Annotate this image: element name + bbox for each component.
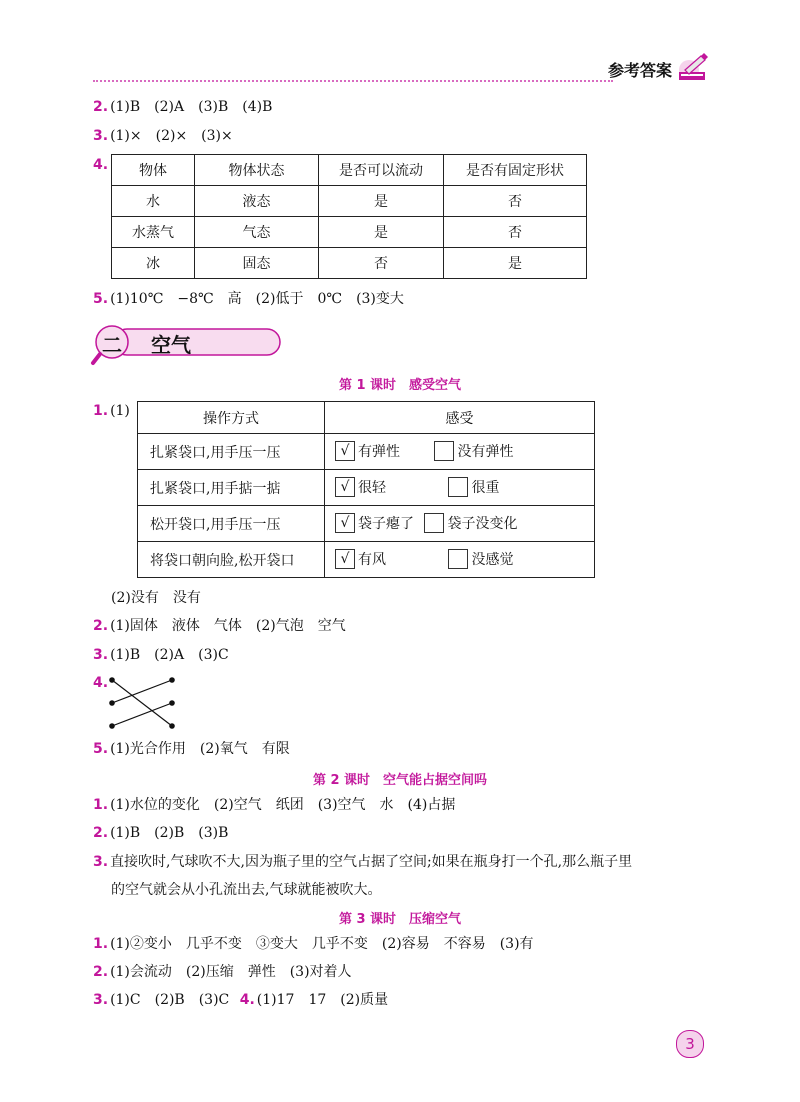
- question-number: 2.: [93, 964, 109, 980]
- lesson1-answer-1: [93, 401, 130, 421]
- matching-lines-diagram: [104, 672, 184, 734]
- answer-text: (1)10℃ −8℃ 高 (2)低于 0℃ (3)变大: [110, 291, 404, 307]
- question-number: 1.: [93, 797, 109, 813]
- answer-text: (1)B (2)B (3)B: [110, 825, 229, 841]
- sub-label: (1): [110, 403, 130, 419]
- option-label: 没有弹性: [457, 444, 514, 460]
- table-header: 物体状态: [195, 155, 319, 186]
- table-cell: 否: [444, 186, 587, 217]
- table-row: [138, 470, 595, 506]
- question-number: 3.: [93, 128, 109, 144]
- air-feel-table: [137, 401, 595, 578]
- table-cell: [325, 434, 595, 470]
- option-label: 很重: [471, 480, 500, 496]
- question-number: 3.: [93, 647, 109, 663]
- question-number: 1.: [93, 936, 109, 952]
- lesson1-answer-3: [93, 645, 229, 665]
- checkbox-empty: [448, 477, 468, 497]
- table-cell: [325, 506, 595, 542]
- answer-text: (1)水位的变化 (2)空气 纸团 (3)空气 水 (4)占据: [110, 797, 456, 813]
- table-row: [112, 186, 587, 217]
- checkbox-checked: √: [335, 549, 355, 569]
- answer-text: (1)× (2)× (3)×: [110, 128, 233, 144]
- state-table: [111, 154, 587, 279]
- answer-text: (1)B (2)A (3)B (4)B: [110, 99, 273, 115]
- table-header: 感受: [325, 402, 595, 434]
- table-cell: 气态: [195, 217, 319, 248]
- answer-5: [93, 289, 404, 309]
- table-row: [138, 542, 595, 578]
- question-number: 2.: [93, 825, 109, 841]
- lesson-3-title: 第 3 课时 压缩空气: [338, 912, 462, 927]
- answer-text: (1)光合作用 (2)氧气 有限: [110, 741, 290, 757]
- lesson1-answer-2: [93, 616, 346, 636]
- table-row: [138, 434, 595, 470]
- table-header: 是否可以流动: [319, 155, 444, 186]
- table-cell: 扎紧袋口,用手压一压: [138, 434, 325, 470]
- answer-text: (1)17 17 (2)质量: [256, 992, 389, 1008]
- table-cell: 否: [444, 217, 587, 248]
- table-cell: 是: [444, 248, 587, 279]
- chapter-title: 空气: [151, 333, 191, 357]
- checkbox-checked: √: [335, 441, 355, 461]
- lesson3-answer-3-4: [93, 990, 388, 1010]
- table-cell: 水: [112, 186, 195, 217]
- header-dotted-rule: [93, 80, 613, 82]
- table-cell: 是: [319, 217, 444, 248]
- question-number: 2.: [93, 99, 109, 115]
- table-cell: 否: [319, 248, 444, 279]
- lesson1-answer-1-part2: (2)没有 没有: [111, 590, 201, 606]
- answer-text: (1)②变小 几乎不变 ③变大 几乎不变 (2)容易 不容易 (3)有: [110, 936, 534, 952]
- table-header: 是否有固定形状: [444, 155, 587, 186]
- checkbox-empty: [448, 549, 468, 569]
- answer-text: 直接吹时,气球吹不大,因为瓶子里的空气占据了空间;如果在瓶身打一个孔,那么瓶子里: [110, 854, 633, 870]
- question-number: 5.: [93, 741, 109, 757]
- checkbox-empty: [434, 441, 454, 461]
- answer-text: (1)B (2)A (3)C: [110, 647, 229, 663]
- question-number: 3.: [93, 992, 109, 1008]
- answer-text: (1)固体 液体 气体 (2)气泡 空气: [110, 618, 346, 634]
- table-cell: [325, 542, 595, 578]
- lesson2-answer-3: [93, 852, 632, 872]
- answer-text: (1)C (2)B (3)C: [110, 992, 230, 1008]
- lesson3-answer-1: [93, 934, 534, 954]
- answer-2: [93, 97, 272, 117]
- table-header: 物体: [112, 155, 195, 186]
- table-row: [138, 506, 595, 542]
- option-label: 有风: [358, 552, 386, 568]
- table-row: [112, 248, 587, 279]
- lesson-1-title: 第 1 课时 感受空气: [338, 378, 462, 393]
- question-number: 4.: [93, 675, 109, 691]
- header-title: 参考答案: [608, 61, 673, 80]
- question-number: 4.: [239, 992, 255, 1008]
- page-number: 3: [685, 1035, 695, 1053]
- option-label: 有弹性: [358, 444, 400, 460]
- question-number: 4.: [93, 157, 109, 173]
- table-cell: 冰: [112, 248, 195, 279]
- question-number: 5.: [93, 291, 109, 307]
- question-number: 1.: [93, 403, 109, 419]
- pencil-book-icon: [675, 52, 709, 84]
- option-label: 袋子瘪了: [358, 516, 414, 532]
- option-label: 袋子没变化: [447, 516, 518, 532]
- answer-3: [93, 126, 233, 146]
- lesson1-answer-5: [93, 739, 290, 759]
- table-cell: [325, 470, 595, 506]
- answer-text: (1)会流动 (2)压缩 弹性 (3)对着人: [110, 964, 352, 980]
- checkbox-checked: √: [335, 477, 355, 497]
- table-cell: 水蒸气: [112, 217, 195, 248]
- table-cell: 固态: [195, 248, 319, 279]
- lesson2-answer-3-cont: 的空气就会从小孔流出去,气球就能被吹大。: [111, 882, 382, 898]
- table-cell: 扎紧袋口,用手掂一掂: [138, 470, 325, 506]
- option-label: 没感觉: [471, 552, 514, 568]
- lesson2-answer-1: [93, 795, 455, 815]
- answer-4-number: [93, 155, 110, 175]
- table-cell: 液态: [195, 186, 319, 217]
- chapter-number: 二: [102, 333, 122, 357]
- lesson3-answer-2: [93, 962, 352, 982]
- checkbox-checked: √: [335, 513, 355, 533]
- lesson-2-title: 第 2 课时 空气能占据空间吗: [312, 773, 488, 788]
- table-cell: 是: [319, 186, 444, 217]
- table-cell: 将袋口朝向脸,松开袋口: [138, 542, 325, 578]
- checkbox-empty: [424, 513, 444, 533]
- question-number: 2.: [93, 618, 109, 634]
- table-cell: 松开袋口,用手压一压: [138, 506, 325, 542]
- question-number: 3.: [93, 854, 109, 870]
- lesson2-answer-2: [93, 823, 228, 843]
- option-label: 很轻: [358, 480, 386, 496]
- page-number-badge: [676, 1030, 704, 1058]
- table-row: [112, 217, 587, 248]
- table-header: 操作方式: [138, 402, 325, 434]
